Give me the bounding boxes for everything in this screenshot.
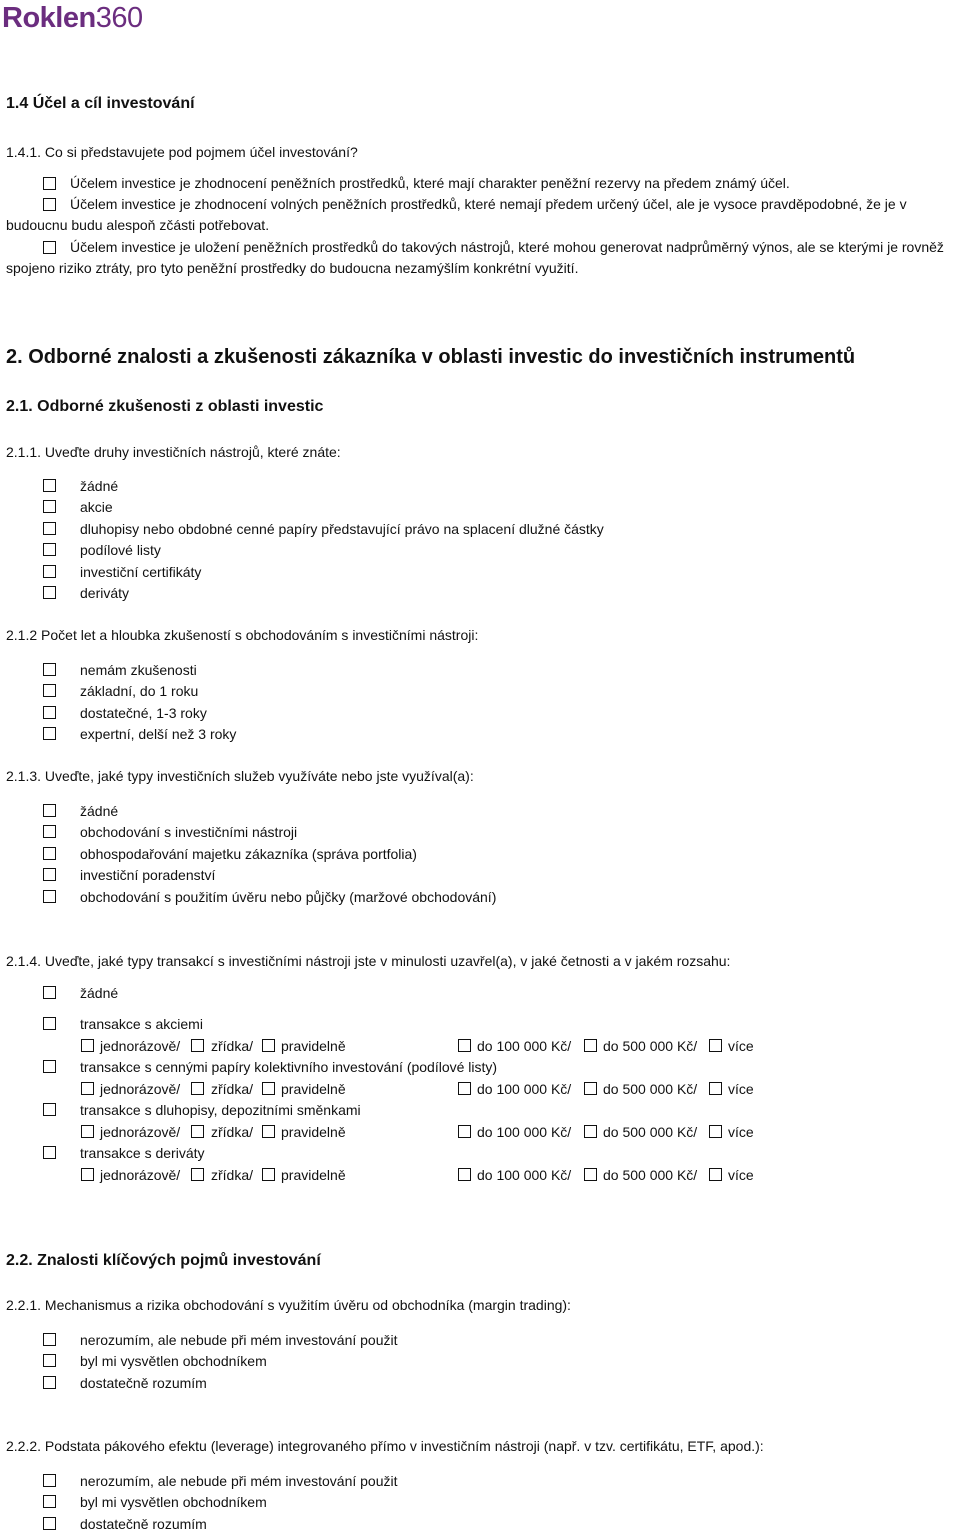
logo-number-text: 360 [95,2,143,34]
checkbox[interactable] [191,1168,204,1181]
question-1-4-1: 1.4.1. Co si představujete pod pojmem účel investování? [6,144,358,160]
amount-label: více [728,1167,754,1183]
option-label: obhospodařování majetku zákazníka (správa portfolia) [80,845,417,862]
checkbox[interactable] [709,1168,722,1181]
frequency-label: zřídka/ [211,1124,254,1140]
option-label: investiční certifikáty [80,563,202,580]
question-2-1-4: 2.1.4. Uveďte, jaké typy transakcí s investičními nástroji jste v minulosti uzavřel(a), v jaké četnosti a v jakém rozsahu: [6,953,731,969]
question-2-1-2: 2.1.2 Počet let a hloubka zkušeností s obchodováním s investičními nástroji: [6,627,479,643]
option-label: byl mi vysvětlen obchodníkem [80,1353,267,1370]
checkbox[interactable] [43,1354,56,1367]
checkbox[interactable] [43,1495,56,1508]
question-2-2-2: 2.2.2. Podstata pákového efektu (leverage) integrovaného přímo v investičním nástroji (např. v tzv. certifikátu, ETF, apod.): [6,1438,764,1454]
checkbox[interactable] [458,1125,471,1138]
checkbox[interactable] [191,1125,204,1138]
option-label: obchodování s investičními nástroji [80,824,298,841]
checkbox[interactable] [262,1125,275,1138]
checkbox[interactable] [43,177,56,190]
frequency-label: pravidelně [281,1124,346,1140]
amount-label: do 500 000 Kč/ [603,1124,698,1140]
option-label: žádné [80,478,119,494]
amount-label: do 500 000 Kč/ [603,1081,698,1097]
frequency-label: jednorázově/ [100,1038,181,1054]
checkbox[interactable] [43,1333,56,1346]
transaction-type-label: transakce s cennými papíry kolektivního investování (podílové listy) [80,1059,498,1075]
transaction-type-label: transakce s deriváty [80,1145,205,1161]
frequency-label: zřídka/ [211,1081,254,1097]
frequency-label: jednorázově/ [100,1167,181,1183]
checkbox[interactable] [43,847,56,860]
frequency-label: pravidelně [281,1038,346,1054]
option-none-2-1-4: žádné [80,985,119,1001]
question-2-2-1: 2.2.1. Mechanismus a rizika obchodování s využitím úvěru od obchodníka (margin trading): [6,1297,571,1313]
checkbox[interactable] [458,1168,471,1181]
option-label: nemám zkušenosti [80,662,197,678]
frequency-label: zřídka/ [211,1167,254,1183]
checkbox[interactable] [43,543,56,556]
frequency-label: jednorázově/ [100,1081,181,1097]
checkbox[interactable] [43,684,56,697]
checkbox[interactable] [43,198,56,211]
checkbox[interactable] [43,479,56,492]
amount-label: více [728,1038,754,1054]
checkbox[interactable] [43,727,56,740]
checkbox[interactable] [81,1125,94,1138]
checkbox[interactable] [43,868,56,881]
frequency-label: pravidelně [281,1081,346,1097]
section-2-2-title: 2.2. Znalosti klíčových pojmů investování [6,1252,321,1269]
question-2-1-1: 2.1.1. Uveďte druhy investičních nástrojů, které znáte: [6,444,341,460]
checkbox[interactable] [458,1082,471,1095]
checkbox[interactable] [43,1474,56,1487]
roklen-logo [2,4,143,33]
transaction-type-label: transakce s akciemi [80,1016,203,1032]
checkbox[interactable] [709,1082,722,1095]
checkbox[interactable] [43,1146,56,1159]
amount-label: do 100 000 Kč/ [477,1167,572,1183]
frequency-label: pravidelně [281,1167,346,1183]
checkbox[interactable] [191,1082,204,1095]
amount-label: více [728,1081,754,1097]
checkbox[interactable] [43,986,56,999]
option-1-4-1-c [6,237,956,279]
transaction-type-label: transakce s dluhopisy, depozitními směnkami [80,1102,361,1118]
option-label: obchodování s použitím úvěru nebo půjčky (maržové obchodování) [80,888,497,905]
section-2-1-title: 2.1. Odborné zkušenosti z oblasti investic [6,398,324,415]
option-label: investiční poradenství [80,867,216,884]
option-label: dostatečné, 1-3 roky [80,704,207,721]
option-label: podílové listy [80,542,161,559]
checkbox[interactable] [458,1039,471,1052]
checkbox[interactable] [43,1517,56,1530]
option-text: Účelem investice je zhodnocení volných peněžních prostředků, které nemají předem určený účel, ale je vysoce pravděpodobné, že je v budoucnu budu alespoň zčásti potřebovat. [6,196,907,233]
section-2-title: 2. Odborné znalosti a zkušenosti zákazníka v oblasti investic do investičních instrumentů [6,346,856,368]
checkbox[interactable] [43,825,56,838]
checkbox[interactable] [43,1376,56,1389]
option-1-4-1-a [6,173,956,194]
option-label: expertní, delší než 3 roky [80,726,237,743]
checkbox[interactable] [43,1060,56,1073]
option-label: nerozumím, ale nebude při mém investování použit [80,1332,398,1348]
checkbox[interactable] [43,241,56,254]
checkbox[interactable] [43,804,56,817]
checkbox[interactable] [584,1039,597,1052]
checkbox[interactable] [43,500,56,513]
amount-label: do 500 000 Kč/ [603,1167,698,1183]
checkbox[interactable] [43,663,56,676]
amount-label: do 100 000 Kč/ [477,1124,572,1140]
checkbox[interactable] [43,890,56,903]
checkbox[interactable] [262,1039,275,1052]
option-label: deriváty [80,585,130,601]
checkbox[interactable] [81,1039,94,1052]
amount-label: více [728,1124,754,1140]
checkbox[interactable] [43,1017,56,1030]
checkbox[interactable] [43,522,56,535]
section-1-4-title: 1.4 Účel a cíl investování [6,95,195,112]
checkbox[interactable] [584,1125,597,1138]
checkbox[interactable] [43,706,56,719]
option-text: Účelem investice je zhodnocení peněžních prostředků, které mají charakter peněžní rezervy na předem známý účel. [70,175,790,191]
checkbox[interactable] [709,1039,722,1052]
checkbox[interactable] [43,565,56,578]
checkbox[interactable] [43,586,56,599]
option-label: žádné [80,803,119,819]
amount-label: do 100 000 Kč/ [477,1081,572,1097]
frequency-label: jednorázově/ [100,1124,181,1140]
checkbox[interactable] [584,1082,597,1095]
logo-main-text: Roklen [2,2,96,34]
amount-label: do 100 000 Kč/ [477,1038,572,1054]
option-label: dostatečně rozumím [80,1515,207,1532]
option-label: nerozumím, ale nebude při mém investování použit [80,1473,398,1489]
checkbox[interactable] [709,1125,722,1138]
option-text: Účelem investice je uložení peněžních prostředků do takových nástrojů, které mohou generovat nadprůměrný výnos, ale se kterými je rovněž spojeno riziko ztráty, pro tyto peněžní prostředky do budoucna nezamýšlím konkrétní využití. [6,239,944,276]
amount-label: do 500 000 Kč/ [603,1038,698,1054]
checkbox[interactable] [584,1168,597,1181]
option-label: akcie [80,499,113,516]
frequency-label: zřídka/ [211,1038,254,1054]
option-1-4-1-b [6,194,956,236]
checkbox[interactable] [43,1103,56,1116]
checkbox[interactable] [81,1168,94,1181]
checkbox[interactable] [81,1082,94,1095]
checkbox[interactable] [262,1168,275,1181]
option-label: základní, do 1 roku [80,683,199,700]
checkbox[interactable] [262,1082,275,1095]
option-label: byl mi vysvětlen obchodníkem [80,1494,267,1511]
question-2-1-3: 2.1.3. Uveďte, jaké typy investičních služeb využíváte nebo jste využíval(a): [6,768,474,784]
checkbox[interactable] [191,1039,204,1052]
option-label: dostatečně rozumím [80,1374,207,1391]
option-label: dluhopisy nebo obdobné cenné papíry představující právo na splacení dlužné částky [80,520,604,537]
